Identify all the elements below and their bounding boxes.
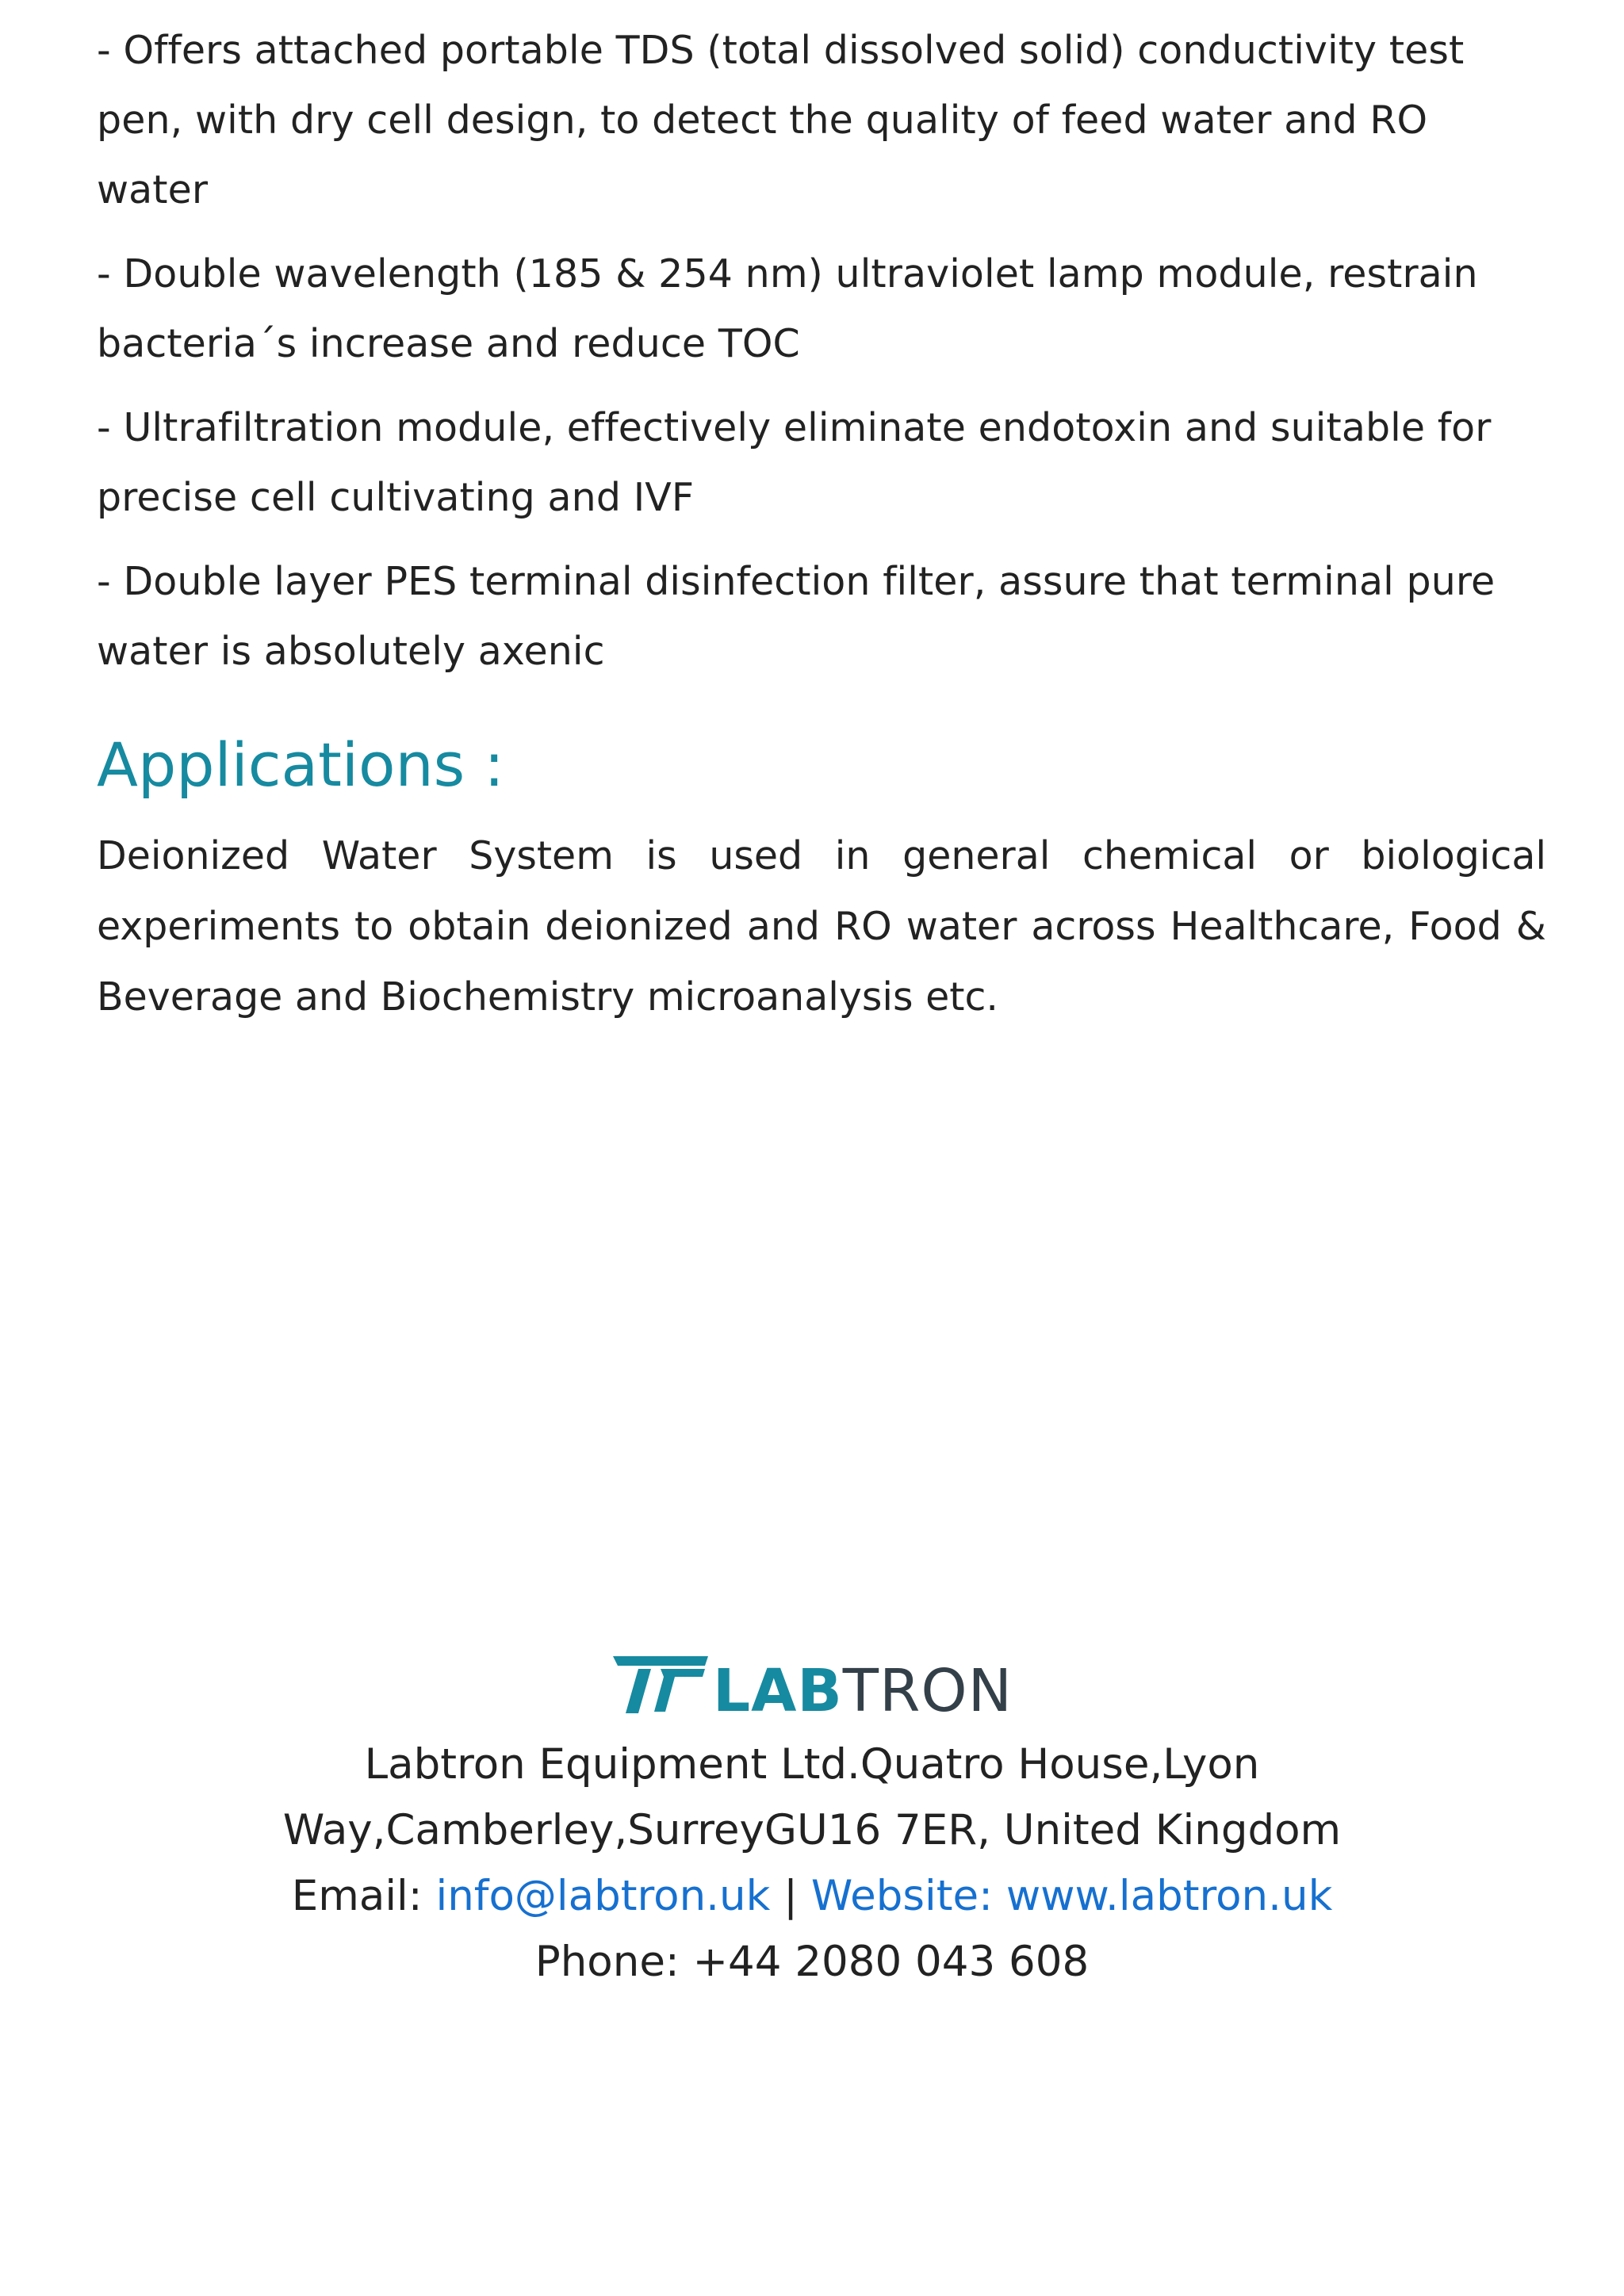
applications-text: Deionized Water System is used in general chemical or biological experiments to obtain deionized and RO water across Healthcare, Food & Beverage and Biochemistry microanalysis etc.: [97, 833, 1546, 1020]
contact-line: [0, 1863, 1624, 1929]
company-footer: [0, 1649, 1624, 1995]
email-label: Email:: [291, 1872, 436, 1920]
address-line-2: Way,Camberley,SurreyGU16 7ER, United Kingdom: [282, 1806, 1342, 1854]
feature-list: [97, 16, 1548, 701]
feature-item: - Ultrafiltration module, effectively eliminate endotoxin and suitable for precise cell cultivating and IVF: [97, 405, 1492, 520]
labtron-logo-icon: [611, 1651, 710, 1718]
email-link[interactable]: info@labtron.uk: [435, 1872, 771, 1920]
website-link[interactable]: Website: www.labtron.uk: [810, 1872, 1333, 1920]
address-line-1: Labtron Equipment Ltd.Quatro House,Lyon: [364, 1740, 1260, 1789]
logo-tron-text: TRON: [842, 1657, 1013, 1725]
phone-line: Phone: +44 2080 043 608: [534, 1938, 1090, 1986]
feature-item: - Double wavelength (185 & 254 nm) ultraviolet lamp module, restrain bacteria´s increase and reduce TOC: [97, 251, 1478, 366]
logo-lab-text: LAB: [712, 1657, 843, 1725]
feature-item: - Double layer PES terminal disinfection filter, assure that terminal pure water is absolutely axenic: [97, 559, 1496, 674]
feature-item: - Offers attached portable TDS (total dissolved solid) conductivity test pen, with dry cell design, to detect the quality of feed water and RO water: [97, 28, 1465, 212]
labtron-logo: [0, 1649, 1624, 1725]
labtron-logo-wordmark: [713, 1658, 1013, 1724]
separator: |: [770, 1872, 811, 1920]
applications-heading: Applications :: [97, 729, 505, 800]
